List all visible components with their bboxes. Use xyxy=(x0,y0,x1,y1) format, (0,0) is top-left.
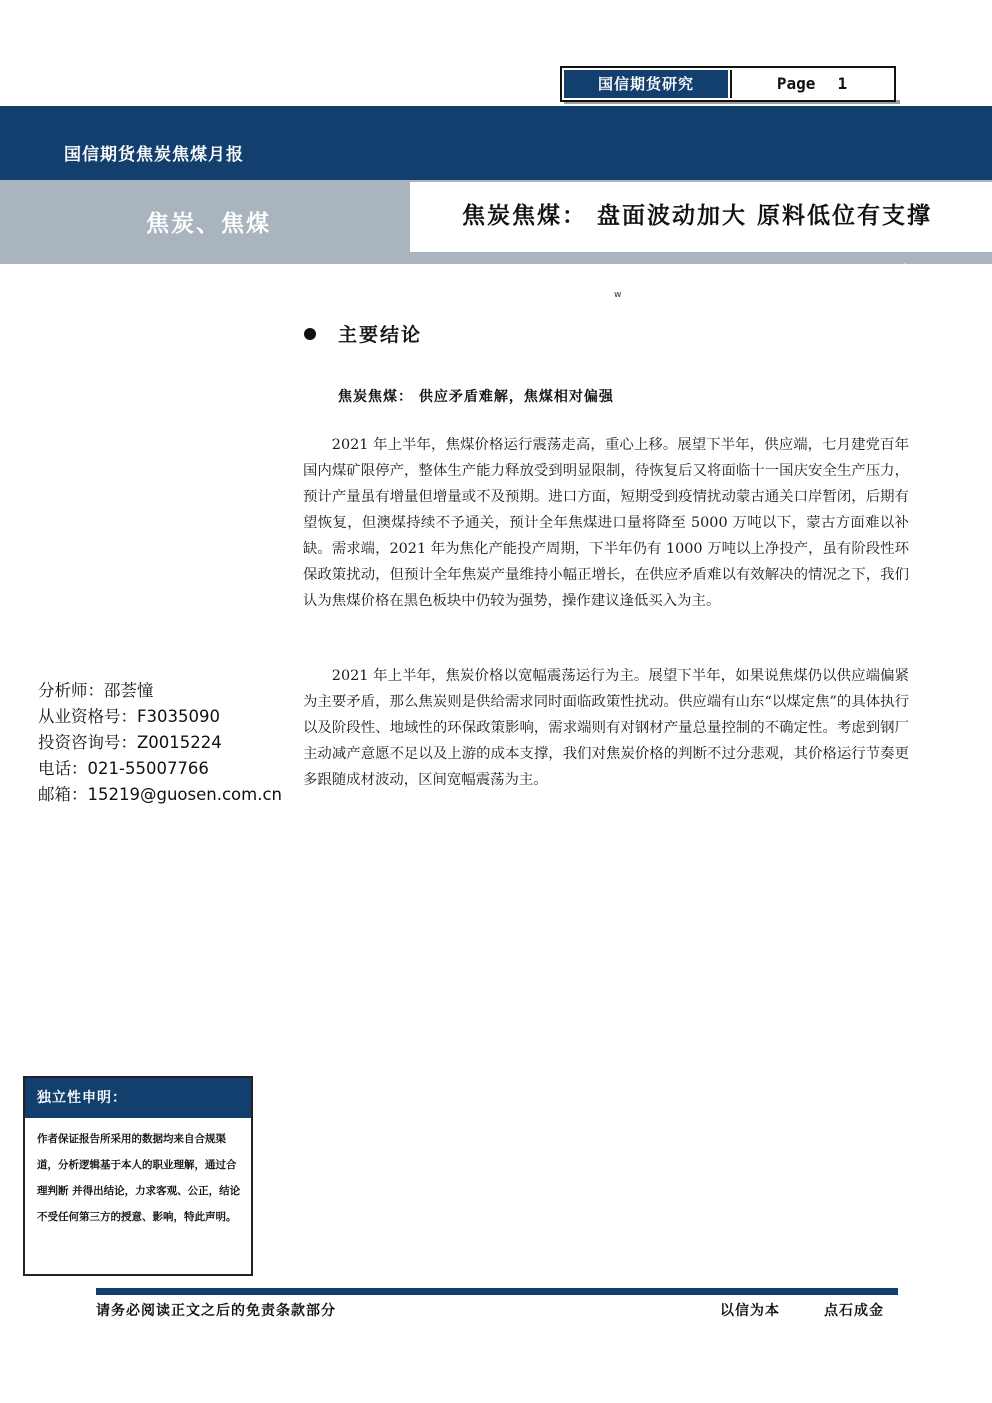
analyst-phone: 电话：021-55007766 xyxy=(38,759,209,778)
footer-notice: 请务必阅读正文之后的免责条款部分 xyxy=(96,1303,336,1319)
small-mark: w xyxy=(614,290,622,300)
page-label: Page xyxy=(776,74,816,93)
brand-name: 国信期货研究 xyxy=(564,70,728,98)
footer-slogan-1: 以信为本 xyxy=(720,1303,780,1319)
footer-slogan-2: 点石成金 xyxy=(824,1303,884,1319)
bullet-icon xyxy=(304,328,316,340)
analyst-consult-id: 投资咨询号：Z0015224 xyxy=(38,733,222,752)
paragraph-coking-coal: 2021 年上半年，焦煤价格运行震荡走高，重心上移。展望下半年，供应端，七月建党百年国内煤矿限停产，整体生产能力释放受到明显限制，待恢复后又将面临十一国庆安全生产压力，预计产量虽有增量但增量或不及预期。进口方面，短期受到疫情扰动蒙古通关口岸暂闭，后期有望恢复，但澳煤持续不予通关，预计全年焦煤进口量将降至 5000 万吨以下，蒙古方面难以补缺。需求端，2021 年为焦化产能投产周期，下半年仍有 1000 万吨以上净投产，虽有阶段性环保政策扰动，但预计全年焦炭产量维持小幅正增长，在供应矛盾难以有效解决的情况之下，我们认为焦煤价格在黑色板块中仍较为强势，操作建议逢低买入为主。 xyxy=(303,437,909,609)
page-number: 1 xyxy=(837,74,848,93)
statement-title: 独立性申明： xyxy=(25,1078,251,1118)
brand-box xyxy=(560,66,896,102)
paragraph-coke: 2021 年上半年，焦炭价格以宽幅震荡运行为主。展望下半年，如果说焦煤仍以供应端偏紧为主要矛盾，那么焦炭则是供给需求同时面临政策性扰动。供应端有山东“以煤定焦”的具体执行以及阶段性、地域性的环保政策影响，需求端则有对钢材产量总量控制的不确定性。考虑到钢厂主动减产意愿不足以及上游的成本支撑，我们对焦炭价格的判断不过分悲观，其价格运行节奏更多跟随成材波动，区间宽幅震荡为主。 xyxy=(303,668,909,788)
section-heading: 主要结论 xyxy=(338,324,423,346)
analyst-name: 分析师：邵荟憧 xyxy=(38,681,154,700)
sub-heading: 焦炭焦煤： 供应矛盾难解，焦煤相对偏强 xyxy=(338,389,614,405)
footer-bar xyxy=(96,1288,898,1295)
analyst-qualification: 从业资格号：F3035090 xyxy=(38,707,220,726)
statement-body: 作者保证报告所采用的数据均来自合规渠道，分析逻辑基于本人的职业理解，通过合理判断 并得出结论，力求客观、公正，结论不受任何第三方的授意、影响，特此声明。 xyxy=(37,1133,241,1223)
page-indicator xyxy=(730,70,892,98)
report-date: 2021 年 6 月 27 日 xyxy=(860,264,985,279)
independence-statement xyxy=(23,1076,253,1276)
report-title: 国信期货焦炭焦煤月报 xyxy=(64,145,244,165)
sector-label: 焦炭、焦煤 xyxy=(146,211,271,237)
headline: 焦炭焦煤： 盘面波动加大 原料低位有支撑 xyxy=(462,202,933,229)
analyst-info xyxy=(38,678,282,808)
analyst-email: 邮箱：15219@guosen.com.cn xyxy=(38,785,282,804)
